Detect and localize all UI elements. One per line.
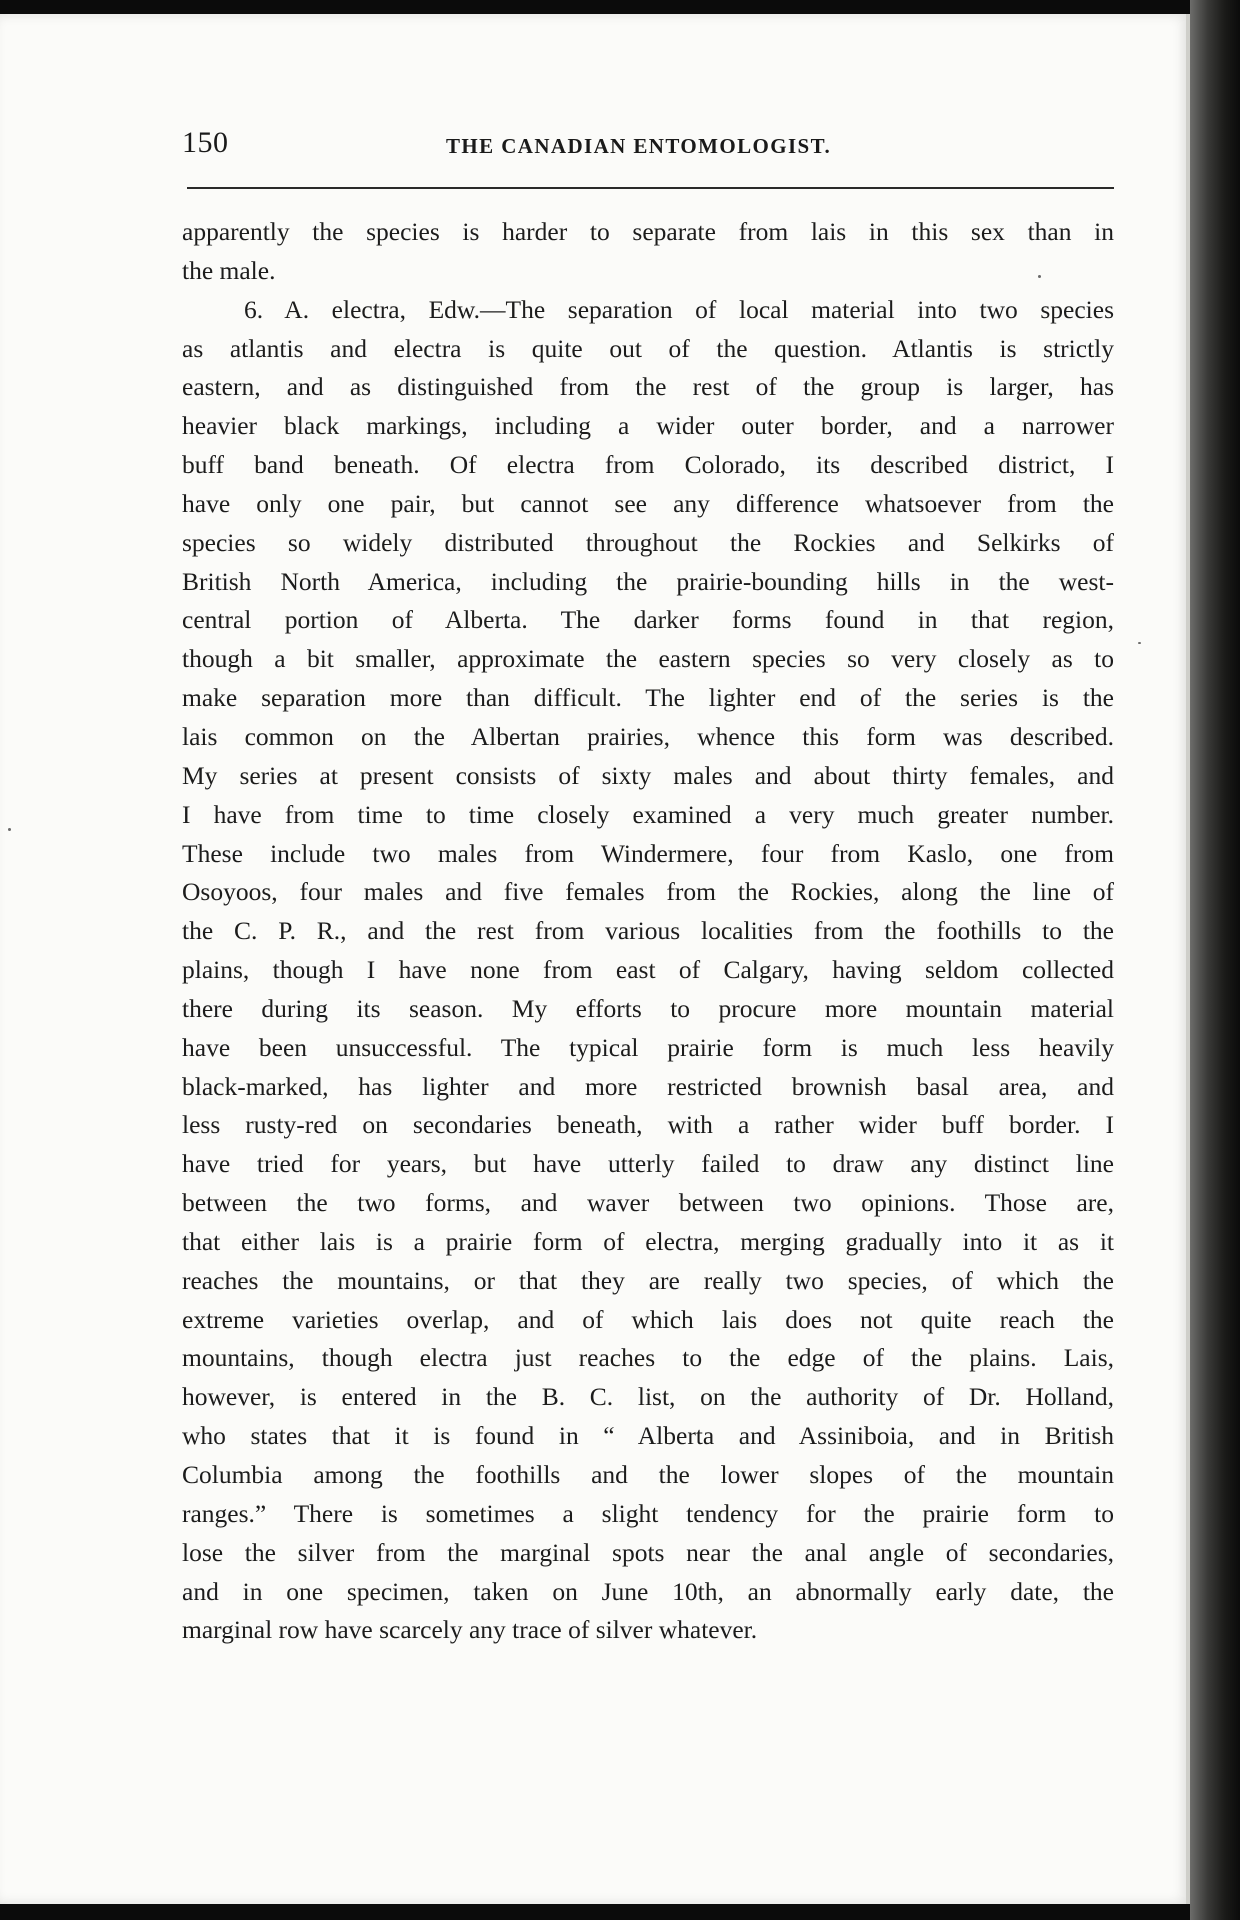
text-line: My series at present consists of sixty males and about thirty females, and xyxy=(182,760,1114,790)
text-line: apparently the species is harder to separate from lais in this sex than in xyxy=(182,217,1114,246)
text-line: between the two forms, and waver between two opinions. Those are, xyxy=(182,1188,1114,1218)
book-spine-shadow xyxy=(1190,0,1240,1920)
text-line: make separation more than difficult. The lighter end of the series is the xyxy=(182,683,1114,713)
text-line: have only one pair, but cannot see any difference whatsoever from the xyxy=(182,488,1114,518)
dust-speck xyxy=(8,828,11,831)
text-line: extreme varieties overlap, and of which lais does not quite reach the xyxy=(182,1304,1114,1334)
text-line: 6. A. electra, Edw.—The separation of local material into two species xyxy=(244,294,1114,324)
text-line: though a bit smaller, approximate the eastern species so very closely as to xyxy=(182,644,1114,674)
text-line: who states that it is found in “ Alberta and Assiniboia, and in British xyxy=(182,1421,1114,1451)
text-line: however, is entered in the B. C. list, on the authority of Dr. Holland, xyxy=(182,1382,1114,1412)
text-line: that either lais is a prairie form of electra, merging gradually into it as it xyxy=(182,1226,1114,1256)
text-line: heavier black markings, including a wider outer border, and a narrower xyxy=(182,411,1114,441)
text-line: marginal row have scarcely any trace of silver whatever. xyxy=(182,1615,758,1645)
text-line: mountains, though electra just reaches to the edge of the plains. Lais, xyxy=(182,1343,1114,1373)
text-line: I have from time to time closely examined a very much greater number. xyxy=(182,799,1114,829)
text-line: plains, though I have none from east of Calgary, having seldom collected xyxy=(182,955,1114,985)
text-line: less rusty-red on secondaries beneath, with a rather wider buff border. I xyxy=(182,1110,1114,1140)
text-line: have been unsuccessful. The typical prairie form is much less heavily xyxy=(182,1032,1114,1062)
text-line: reaches the mountains, or that they are really two species, of which the xyxy=(182,1265,1114,1295)
text-line: have tried for years, but have utterly failed to draw any distinct line xyxy=(182,1149,1114,1179)
text-line: species so widely distributed throughout the Rockies and Selkirks of xyxy=(182,527,1114,557)
text-line: lais common on the Albertan prairies, whence this form was described. xyxy=(182,721,1114,751)
text-line: British North America, including the prairie-bounding hills in the west- xyxy=(182,566,1114,596)
text-line: These include two males from Windermere, four from Kaslo, one from xyxy=(182,838,1114,868)
header-rule xyxy=(187,187,1114,189)
text-line: as atlantis and electra is quite out of the question. Atlantis is strictly xyxy=(182,333,1114,363)
text-line: Osoyoos, four males and five females from the Rockies, along the line of xyxy=(182,877,1114,907)
page-header xyxy=(182,126,1112,166)
text-line: Columbia among the foothills and the lower slopes of the mountain xyxy=(182,1460,1114,1489)
text-line: central portion of Alberta. The darker forms found in that region, xyxy=(182,605,1114,635)
text-line: buff band beneath. Of electra from Colorado, its described district, I xyxy=(182,450,1114,480)
body-text xyxy=(182,213,1114,1650)
text-line: ranges.” There is sometimes a slight tendency for the prairie form to xyxy=(182,1498,1114,1528)
text-line: lose the silver from the marginal spots near the anal angle of secondaries, xyxy=(182,1537,1114,1567)
text-line: the male. xyxy=(182,255,276,285)
dust-speck xyxy=(1138,642,1141,644)
text-line: black-marked, has lighter and more restricted brownish basal area, and xyxy=(182,1071,1114,1101)
text-line: there during its season. My efforts to procure more mountain material xyxy=(182,993,1114,1023)
text-line: the C. P. R., and the rest from various localities from the foothills to the xyxy=(182,916,1114,946)
page-number: 150 xyxy=(182,126,229,159)
text-line: eastern, and as distinguished from the rest of the group is larger, has xyxy=(182,372,1114,402)
text-line: and in one specimen, taken on June 10th, an abnormally early date, the xyxy=(182,1576,1114,1606)
running-head: THE CANADIAN ENTOMOLOGIST. xyxy=(446,134,832,158)
